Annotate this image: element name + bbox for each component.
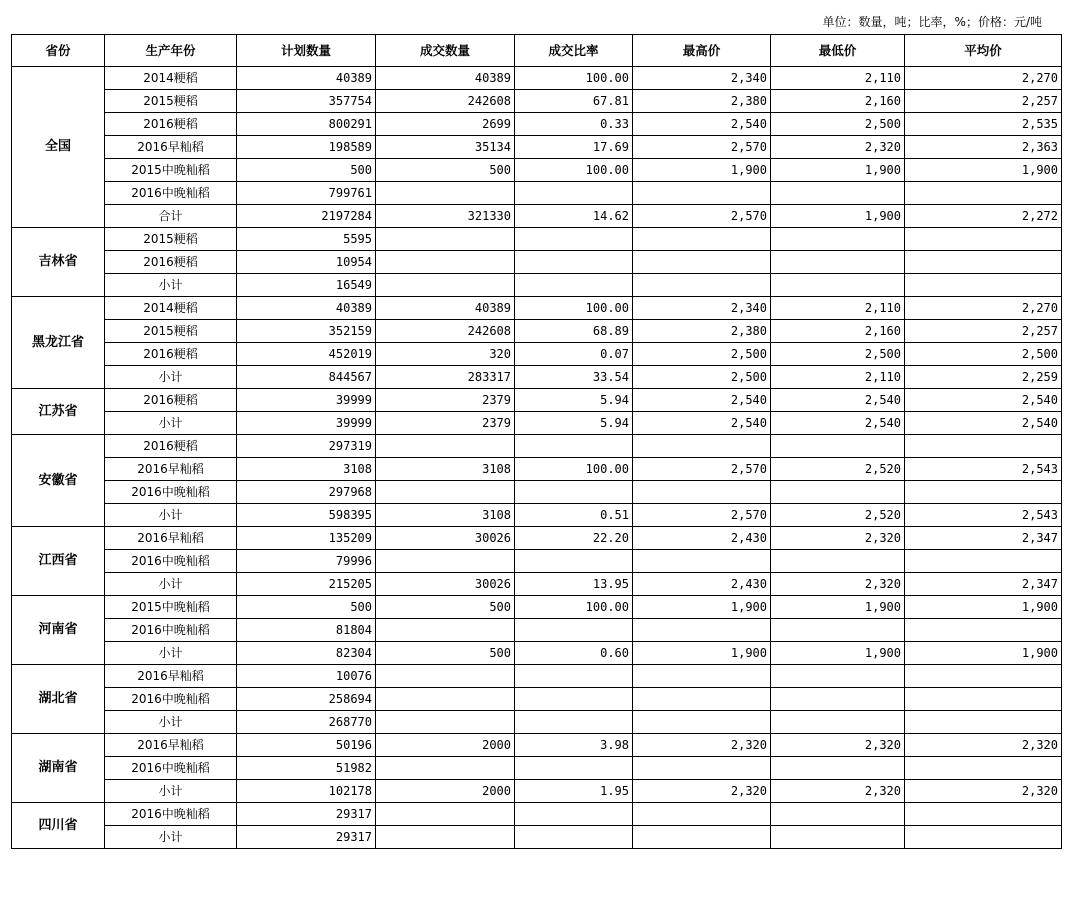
- col-header-year: 生产年份: [105, 35, 237, 67]
- deal-rate-cell: [515, 228, 633, 251]
- deal-qty-cell: 500: [376, 596, 515, 619]
- year-variety-cell: 2015中晚籼稻: [105, 159, 237, 182]
- deal-rate-cell: [515, 826, 633, 849]
- min-price-cell: 2,500: [771, 343, 905, 366]
- year-variety-cell: 小计: [105, 642, 237, 665]
- year-variety-cell: 2016早籼稻: [105, 734, 237, 757]
- table-row: [12, 297, 1062, 320]
- year-variety-cell: 2016粳稻: [105, 113, 237, 136]
- min-price-cell: [771, 274, 905, 297]
- max-price-cell: [633, 274, 771, 297]
- table-row: [12, 826, 1062, 849]
- year-variety-cell: 小计: [105, 412, 237, 435]
- year-variety-cell: 2016中晚籼稻: [105, 481, 237, 504]
- deal-qty-cell: 500: [376, 159, 515, 182]
- min-price-cell: 2,320: [771, 780, 905, 803]
- deal-qty-cell: [376, 803, 515, 826]
- province-cell: 全国: [12, 67, 105, 228]
- deal-rate-cell: 100.00: [515, 458, 633, 481]
- min-price-cell: 2,110: [771, 297, 905, 320]
- col-header-max-price: 最高价: [633, 35, 771, 67]
- avg-price-cell: 2,259: [905, 366, 1062, 389]
- table-row: [12, 803, 1062, 826]
- year-variety-cell: 2016中晚籼稻: [105, 803, 237, 826]
- col-header-province: 省份: [12, 35, 105, 67]
- min-price-cell: 2,520: [771, 504, 905, 527]
- avg-price-cell: [905, 826, 1062, 849]
- max-price-cell: [633, 435, 771, 458]
- min-price-cell: [771, 826, 905, 849]
- deal-qty-cell: [376, 435, 515, 458]
- table-row: [12, 389, 1062, 412]
- avg-price-cell: 2,540: [905, 412, 1062, 435]
- max-price-cell: 2,540: [633, 412, 771, 435]
- max-price-cell: 1,900: [633, 642, 771, 665]
- plan-qty-cell: 215205: [237, 573, 376, 596]
- deal-qty-cell: 3108: [376, 504, 515, 527]
- year-variety-cell: 2016早籼稻: [105, 527, 237, 550]
- plan-qty-cell: 500: [237, 159, 376, 182]
- deal-rate-cell: 3.98: [515, 734, 633, 757]
- max-price-cell: [633, 619, 771, 642]
- min-price-cell: 2,160: [771, 320, 905, 343]
- avg-price-cell: [905, 803, 1062, 826]
- deal-rate-cell: 13.95: [515, 573, 633, 596]
- plan-qty-cell: 297968: [237, 481, 376, 504]
- avg-price-cell: 2,272: [905, 205, 1062, 228]
- year-variety-cell: 2016中晚籼稻: [105, 182, 237, 205]
- min-price-cell: [771, 711, 905, 734]
- province-cell: 四川省: [12, 803, 105, 849]
- deal-qty-cell: [376, 182, 515, 205]
- deal-qty-cell: 2379: [376, 389, 515, 412]
- max-price-cell: 2,380: [633, 90, 771, 113]
- deal-qty-cell: 242608: [376, 320, 515, 343]
- deal-qty-cell: [376, 711, 515, 734]
- province-cell: 湖南省: [12, 734, 105, 803]
- table-row: [12, 182, 1062, 205]
- max-price-cell: [633, 803, 771, 826]
- deal-rate-cell: 22.20: [515, 527, 633, 550]
- min-price-cell: 1,900: [771, 642, 905, 665]
- max-price-cell: 2,380: [633, 320, 771, 343]
- deal-rate-cell: 1.95: [515, 780, 633, 803]
- year-variety-cell: 2015粳稻: [105, 90, 237, 113]
- min-price-cell: 2,320: [771, 527, 905, 550]
- plan-qty-cell: 2197284: [237, 205, 376, 228]
- deal-qty-cell: [376, 228, 515, 251]
- max-price-cell: 2,430: [633, 527, 771, 550]
- plan-qty-cell: 39999: [237, 412, 376, 435]
- min-price-cell: [771, 550, 905, 573]
- deal-qty-cell: 35134: [376, 136, 515, 159]
- max-price-cell: [633, 182, 771, 205]
- table-row: [12, 274, 1062, 297]
- avg-price-cell: [905, 665, 1062, 688]
- deal-rate-cell: [515, 251, 633, 274]
- avg-price-cell: 1,900: [905, 159, 1062, 182]
- max-price-cell: 2,540: [633, 113, 771, 136]
- year-variety-cell: 2014粳稻: [105, 67, 237, 90]
- deal-qty-cell: 40389: [376, 67, 515, 90]
- avg-price-cell: 2,257: [905, 90, 1062, 113]
- max-price-cell: [633, 757, 771, 780]
- plan-qty-cell: 79996: [237, 550, 376, 573]
- table-row: [12, 734, 1062, 757]
- year-variety-cell: 2016早籼稻: [105, 665, 237, 688]
- min-price-cell: [771, 665, 905, 688]
- plan-qty-cell: 10076: [237, 665, 376, 688]
- deal-qty-cell: 242608: [376, 90, 515, 113]
- plan-qty-cell: 29317: [237, 826, 376, 849]
- deal-qty-cell: [376, 826, 515, 849]
- deal-qty-cell: 2379: [376, 412, 515, 435]
- max-price-cell: [633, 481, 771, 504]
- max-price-cell: [633, 251, 771, 274]
- deal-rate-cell: 100.00: [515, 67, 633, 90]
- deal-qty-cell: [376, 251, 515, 274]
- year-variety-cell: 2016早籼稻: [105, 458, 237, 481]
- min-price-cell: [771, 757, 905, 780]
- year-variety-cell: 2016中晚籼稻: [105, 688, 237, 711]
- avg-price-cell: 2,543: [905, 458, 1062, 481]
- province-cell: 黑龙江省: [12, 297, 105, 389]
- plan-qty-cell: 598395: [237, 504, 376, 527]
- year-variety-cell: 2016粳稻: [105, 435, 237, 458]
- max-price-cell: 2,570: [633, 504, 771, 527]
- deal-qty-cell: 30026: [376, 527, 515, 550]
- header-row: [12, 35, 1062, 67]
- min-price-cell: 2,540: [771, 412, 905, 435]
- max-price-cell: [633, 665, 771, 688]
- min-price-cell: 2,320: [771, 136, 905, 159]
- table-row: [12, 320, 1062, 343]
- province-cell: 江西省: [12, 527, 105, 596]
- max-price-cell: [633, 688, 771, 711]
- max-price-cell: 2,540: [633, 389, 771, 412]
- plan-qty-cell: 3108: [237, 458, 376, 481]
- deal-rate-cell: 0.60: [515, 642, 633, 665]
- table-row: [12, 205, 1062, 228]
- deal-rate-cell: 0.51: [515, 504, 633, 527]
- deal-rate-cell: [515, 182, 633, 205]
- avg-price-cell: [905, 688, 1062, 711]
- table-row: [12, 665, 1062, 688]
- max-price-cell: 2,340: [633, 297, 771, 320]
- deal-rate-cell: [515, 803, 633, 826]
- year-variety-cell: 2016粳稻: [105, 343, 237, 366]
- max-price-cell: 2,340: [633, 67, 771, 90]
- year-variety-cell: 2014粳稻: [105, 297, 237, 320]
- deal-rate-cell: 0.33: [515, 113, 633, 136]
- deal-qty-cell: 3108: [376, 458, 515, 481]
- avg-price-cell: [905, 274, 1062, 297]
- deal-rate-cell: 0.07: [515, 343, 633, 366]
- max-price-cell: 2,430: [633, 573, 771, 596]
- deal-rate-cell: 100.00: [515, 159, 633, 182]
- deal-rate-cell: 14.62: [515, 205, 633, 228]
- plan-qty-cell: 5595: [237, 228, 376, 251]
- table-row: [12, 481, 1062, 504]
- avg-price-cell: 2,535: [905, 113, 1062, 136]
- table-row: [12, 113, 1062, 136]
- plan-qty-cell: 51982: [237, 757, 376, 780]
- min-price-cell: 1,900: [771, 205, 905, 228]
- col-header-min-price: 最低价: [771, 35, 905, 67]
- min-price-cell: 2,320: [771, 573, 905, 596]
- min-price-cell: [771, 251, 905, 274]
- deal-qty-cell: 30026: [376, 573, 515, 596]
- plan-qty-cell: 357754: [237, 90, 376, 113]
- deal-rate-cell: 5.94: [515, 389, 633, 412]
- year-variety-cell: 小计: [105, 274, 237, 297]
- table-row: [12, 711, 1062, 734]
- province-cell: 安徽省: [12, 435, 105, 527]
- min-price-cell: 1,900: [771, 159, 905, 182]
- table-row: [12, 343, 1062, 366]
- col-header-avg-price: 平均价: [905, 35, 1062, 67]
- year-variety-cell: 2015粳稻: [105, 320, 237, 343]
- max-price-cell: 2,570: [633, 458, 771, 481]
- max-price-cell: 1,900: [633, 159, 771, 182]
- avg-price-cell: [905, 619, 1062, 642]
- plan-qty-cell: 258694: [237, 688, 376, 711]
- deal-qty-cell: 283317: [376, 366, 515, 389]
- max-price-cell: 2,320: [633, 734, 771, 757]
- avg-price-cell: 2,257: [905, 320, 1062, 343]
- min-price-cell: [771, 688, 905, 711]
- avg-price-cell: 2,347: [905, 573, 1062, 596]
- table-row: [12, 780, 1062, 803]
- deal-rate-cell: [515, 757, 633, 780]
- deal-qty-cell: 2000: [376, 734, 515, 757]
- deal-rate-cell: [515, 435, 633, 458]
- year-variety-cell: 小计: [105, 711, 237, 734]
- year-variety-cell: 2016中晚籼稻: [105, 550, 237, 573]
- plan-qty-cell: 39999: [237, 389, 376, 412]
- max-price-cell: [633, 550, 771, 573]
- deal-qty-cell: [376, 481, 515, 504]
- table-body: [12, 67, 1062, 849]
- plan-qty-cell: 135209: [237, 527, 376, 550]
- avg-price-cell: 1,900: [905, 642, 1062, 665]
- deal-rate-cell: [515, 481, 633, 504]
- plan-qty-cell: 10954: [237, 251, 376, 274]
- year-variety-cell: 小计: [105, 573, 237, 596]
- year-variety-cell: 小计: [105, 366, 237, 389]
- table-row: [12, 619, 1062, 642]
- deal-qty-cell: [376, 665, 515, 688]
- deal-qty-cell: 2699: [376, 113, 515, 136]
- avg-price-cell: 2,543: [905, 504, 1062, 527]
- min-price-cell: 2,320: [771, 734, 905, 757]
- table-row: [12, 504, 1062, 527]
- deal-rate-cell: 5.94: [515, 412, 633, 435]
- table-row: [12, 757, 1062, 780]
- max-price-cell: 2,500: [633, 343, 771, 366]
- deal-rate-cell: [515, 688, 633, 711]
- table-row: [12, 550, 1062, 573]
- deal-qty-cell: [376, 550, 515, 573]
- min-price-cell: 2,540: [771, 389, 905, 412]
- year-variety-cell: 2016粳稻: [105, 389, 237, 412]
- avg-price-cell: [905, 435, 1062, 458]
- min-price-cell: [771, 619, 905, 642]
- plan-qty-cell: 29317: [237, 803, 376, 826]
- deal-qty-cell: 2000: [376, 780, 515, 803]
- plan-qty-cell: 844567: [237, 366, 376, 389]
- table-row: [12, 573, 1062, 596]
- max-price-cell: [633, 826, 771, 849]
- plan-qty-cell: 500: [237, 596, 376, 619]
- plan-qty-cell: 102178: [237, 780, 376, 803]
- avg-price-cell: [905, 182, 1062, 205]
- table-row: [12, 458, 1062, 481]
- deal-rate-cell: 68.89: [515, 320, 633, 343]
- year-variety-cell: 2016中晚籼稻: [105, 619, 237, 642]
- min-price-cell: [771, 228, 905, 251]
- min-price-cell: 2,160: [771, 90, 905, 113]
- col-header-deal-qty: 成交数量: [376, 35, 515, 67]
- unit-note: 单位：数量，吨；比率，%；价格：元/吨: [822, 15, 1042, 29]
- plan-qty-cell: 800291: [237, 113, 376, 136]
- table-row: [12, 90, 1062, 113]
- min-price-cell: 2,110: [771, 366, 905, 389]
- max-price-cell: 2,320: [633, 780, 771, 803]
- table-row: [12, 136, 1062, 159]
- deal-rate-cell: [515, 619, 633, 642]
- deal-qty-cell: [376, 757, 515, 780]
- deal-rate-cell: [515, 274, 633, 297]
- min-price-cell: [771, 803, 905, 826]
- year-variety-cell: 小计: [105, 780, 237, 803]
- deal-rate-cell: 33.54: [515, 366, 633, 389]
- avg-price-cell: 1,900: [905, 596, 1062, 619]
- deal-qty-cell: 40389: [376, 297, 515, 320]
- avg-price-cell: 2,320: [905, 780, 1062, 803]
- plan-qty-cell: 352159: [237, 320, 376, 343]
- year-variety-cell: 小计: [105, 504, 237, 527]
- table-row: [12, 159, 1062, 182]
- min-price-cell: [771, 182, 905, 205]
- deal-rate-cell: 100.00: [515, 596, 633, 619]
- table-row: [12, 251, 1062, 274]
- deal-rate-cell: [515, 550, 633, 573]
- table-row: [12, 596, 1062, 619]
- max-price-cell: 1,900: [633, 596, 771, 619]
- year-variety-cell: 2016中晚籼稻: [105, 757, 237, 780]
- year-variety-cell: 2016早籼稻: [105, 136, 237, 159]
- province-cell: 吉林省: [12, 228, 105, 297]
- min-price-cell: [771, 481, 905, 504]
- avg-price-cell: 2,540: [905, 389, 1062, 412]
- province-cell: 江苏省: [12, 389, 105, 435]
- year-variety-cell: 2015粳稻: [105, 228, 237, 251]
- deal-qty-cell: [376, 619, 515, 642]
- plan-qty-cell: 198589: [237, 136, 376, 159]
- deal-qty-cell: [376, 274, 515, 297]
- avg-price-cell: [905, 228, 1062, 251]
- province-cell: 湖北省: [12, 665, 105, 734]
- year-variety-cell: 2015中晚籼稻: [105, 596, 237, 619]
- min-price-cell: 1,900: [771, 596, 905, 619]
- max-price-cell: 2,570: [633, 205, 771, 228]
- avg-price-cell: 2,347: [905, 527, 1062, 550]
- deal-qty-cell: 321330: [376, 205, 515, 228]
- table-row: [12, 67, 1062, 90]
- max-price-cell: [633, 711, 771, 734]
- plan-qty-cell: 799761: [237, 182, 376, 205]
- deal-rate-cell: 67.81: [515, 90, 633, 113]
- table-row: [12, 688, 1062, 711]
- plan-qty-cell: 16549: [237, 274, 376, 297]
- province-cell: 河南省: [12, 596, 105, 665]
- avg-price-cell: [905, 481, 1062, 504]
- table-row: [12, 435, 1062, 458]
- deal-rate-cell: 100.00: [515, 297, 633, 320]
- avg-price-cell: 2,363: [905, 136, 1062, 159]
- max-price-cell: 2,500: [633, 366, 771, 389]
- plan-qty-cell: 268770: [237, 711, 376, 734]
- avg-price-cell: 2,500: [905, 343, 1062, 366]
- max-price-cell: [633, 228, 771, 251]
- avg-price-cell: [905, 550, 1062, 573]
- table-row: [12, 642, 1062, 665]
- min-price-cell: [771, 435, 905, 458]
- deal-qty-cell: 320: [376, 343, 515, 366]
- min-price-cell: 2,500: [771, 113, 905, 136]
- avg-price-cell: [905, 757, 1062, 780]
- deal-rate-cell: 17.69: [515, 136, 633, 159]
- year-variety-cell: 小计: [105, 826, 237, 849]
- table-row: [12, 527, 1062, 550]
- year-variety-cell: 2016粳稻: [105, 251, 237, 274]
- deal-qty-cell: [376, 688, 515, 711]
- max-price-cell: 2,570: [633, 136, 771, 159]
- plan-qty-cell: 50196: [237, 734, 376, 757]
- min-price-cell: 2,520: [771, 458, 905, 481]
- plan-qty-cell: 40389: [237, 67, 376, 90]
- deal-qty-cell: 500: [376, 642, 515, 665]
- table-row: [12, 366, 1062, 389]
- year-variety-cell: 合计: [105, 205, 237, 228]
- col-header-deal-rate: 成交比率: [515, 35, 633, 67]
- table-row: [12, 412, 1062, 435]
- plan-qty-cell: 82304: [237, 642, 376, 665]
- min-price-cell: 2,110: [771, 67, 905, 90]
- plan-qty-cell: 297319: [237, 435, 376, 458]
- plan-qty-cell: 40389: [237, 297, 376, 320]
- table-row: [12, 228, 1062, 251]
- avg-price-cell: [905, 251, 1062, 274]
- avg-price-cell: 2,270: [905, 67, 1062, 90]
- avg-price-cell: 2,270: [905, 297, 1062, 320]
- deal-rate-cell: [515, 711, 633, 734]
- plan-qty-cell: 81804: [237, 619, 376, 642]
- col-header-plan-qty: 计划数量: [237, 35, 376, 67]
- auction-results-table: [11, 34, 1062, 849]
- plan-qty-cell: 452019: [237, 343, 376, 366]
- avg-price-cell: 2,320: [905, 734, 1062, 757]
- avg-price-cell: [905, 711, 1062, 734]
- deal-rate-cell: [515, 665, 633, 688]
